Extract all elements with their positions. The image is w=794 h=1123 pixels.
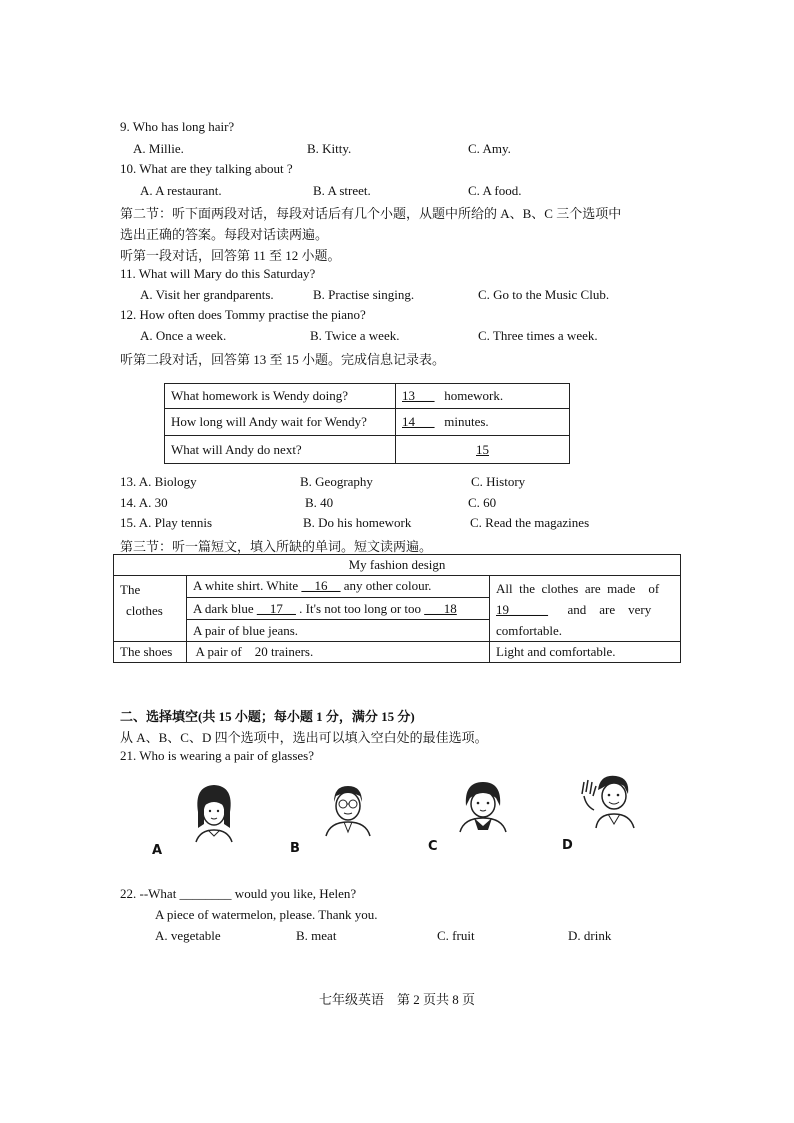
picture-c-girl-short-hair[interactable]	[456, 778, 510, 834]
q13-option-b[interactable]: B. Geography	[300, 474, 373, 489]
info-record-table	[164, 383, 570, 464]
shoes-note: Light and comfortable.	[490, 642, 681, 663]
q10-stem: 10. What are they talking about ?	[120, 161, 293, 176]
info-question: What will Andy do next?	[165, 436, 396, 464]
info-answer-cell[interactable]	[396, 436, 570, 464]
info-suffix: homework.	[444, 388, 504, 403]
q12-option-a[interactable]: A. Once a week.	[140, 328, 227, 343]
q12-option-b[interactable]: B. Twice a week.	[310, 328, 400, 343]
note-line2	[496, 599, 674, 620]
fashion-title: My fashion design	[114, 555, 681, 576]
info-answer-cell[interactable]	[396, 384, 570, 409]
q11-stem: 11. What will Mary do this Saturday?	[120, 266, 316, 281]
q22-option-b[interactable]: B. meat	[296, 928, 337, 943]
blank-15[interactable]: 15	[476, 441, 489, 457]
blank-18[interactable]: ___18	[424, 600, 457, 616]
info-question: What homework is Wendy doing?	[165, 384, 396, 409]
q14-option-b[interactable]: B. 40	[305, 495, 334, 510]
part2-heading: 二、选择填空(共 15 小题；每小题 1 分，满分 15 分)	[120, 709, 415, 724]
q15-option-b[interactable]: B. Do his homework	[303, 515, 412, 530]
q14-option-c[interactable]: C. 60	[468, 495, 497, 510]
blank-17[interactable]: __17__	[256, 600, 296, 616]
row2-text: A dark blue	[193, 600, 254, 616]
clothes-row-shirt	[187, 576, 490, 598]
q15-option-c[interactable]: C. Read the magazines	[470, 515, 590, 530]
picture-label-b: B	[290, 841, 300, 856]
page-footer: 七年级英语 第 2 页共 8 页	[318, 992, 475, 1007]
q9-option-c[interactable]: C. Amy.	[468, 141, 511, 156]
info-question: How long will Andy wait for Wendy?	[165, 409, 396, 436]
clothes-label-line1: The	[120, 582, 141, 597]
blank-19[interactable]: 19______	[496, 602, 548, 617]
dialog2-instruction: 听第二段对话，回答第 13 至 15 小题。完成信息记录表。	[120, 352, 446, 367]
info-answer-cell[interactable]	[396, 409, 570, 436]
q22-option-d[interactable]: D. drink	[568, 928, 612, 943]
row1-text-end: any other colour.	[343, 578, 432, 594]
q22-option-c[interactable]: C. fruit	[437, 928, 475, 943]
q11-option-b[interactable]: B. Practise singing.	[313, 287, 415, 302]
picture-b-man-glasses[interactable]	[322, 782, 374, 838]
row2-text-mid: . It's not too long or too	[299, 600, 422, 616]
q10-option-b[interactable]: B. A street.	[313, 183, 371, 198]
picture-a-girl-long-hair[interactable]	[188, 780, 240, 846]
info-suffix: minutes.	[444, 414, 489, 429]
picture-d-boy-waving[interactable]	[578, 772, 638, 830]
picture-label-a: A	[152, 843, 163, 858]
blank-13[interactable]: 13___	[402, 388, 435, 403]
q12-stem: 12. How often does Tommy practise the piano?	[120, 307, 366, 322]
q15-option-a[interactable]: 15. A. Play tennis	[120, 515, 213, 530]
clothes-row-jeans: A pair of blue jeans.	[187, 620, 490, 642]
q11-option-c[interactable]: C. Go to the Music Club.	[478, 287, 610, 302]
picture-label-c: C	[428, 839, 438, 854]
blank-14[interactable]: 14___	[402, 414, 435, 429]
fashion-design-table	[113, 554, 681, 663]
row1-text: A white shirt. White	[193, 578, 299, 594]
q10-option-c[interactable]: C. A food.	[468, 183, 522, 198]
section3-instruction: 第三节：听一篇短文，填入所缺的单词。短文读两遍。	[120, 539, 433, 554]
clothes-label-line2: clothes	[126, 603, 163, 618]
q12-option-c[interactable]: C. Three times a week.	[478, 328, 598, 343]
q21-stem: 21. Who is wearing a pair of glasses?	[120, 748, 314, 763]
q11-option-a[interactable]: A. Visit her grandparents.	[140, 287, 274, 302]
q9-stem: 9. Who has long hair?	[120, 119, 235, 134]
q9-option-a[interactable]: A. Millie.	[133, 141, 184, 156]
note-line2-text: and are very	[567, 602, 652, 617]
q14-option-a[interactable]: 14. A. 30	[120, 495, 168, 510]
blank-16[interactable]: __16__	[301, 578, 341, 594]
section2-instruction-line1: 第二节：听下面两段对话，每段对话后有几个小题，从题中所给的 A、B、C 三个选项中	[120, 206, 622, 221]
q9-option-b[interactable]: B. Kitty.	[307, 141, 352, 156]
q13-option-a[interactable]: 13. A. Biology	[120, 474, 197, 489]
q22-option-a[interactable]: A. vegetable	[155, 928, 221, 943]
part2-instruction: 从 A、B、C、D 四个选项中，选出可以填入空白处的最佳选项。	[120, 730, 488, 745]
section2-instruction-line2: 选出正确的答案。每段对话读两遍。	[120, 227, 329, 242]
q22-stem: 22. --What ________ would you like, Helen?	[120, 886, 357, 901]
note-line1: All the clothes are made of	[496, 581, 660, 596]
picture-label-d: D	[562, 838, 573, 853]
q22-reply: A piece of watermelon, please. Thank you.	[155, 907, 378, 922]
clothes-label	[114, 576, 187, 642]
note-line3: comfortable.	[496, 623, 563, 638]
clothes-row-blue	[187, 597, 490, 620]
dialog1-instruction: 听第一段对话，回答第 11 至 12 小题。	[120, 248, 341, 263]
clothes-note	[490, 576, 681, 642]
shoes-label: The shoes	[114, 642, 187, 663]
shoes-desc: A pair of 20 trainers.	[187, 642, 490, 663]
q13-option-c[interactable]: C. History	[471, 474, 526, 489]
q10-option-a[interactable]: A. A restaurant.	[140, 183, 222, 198]
